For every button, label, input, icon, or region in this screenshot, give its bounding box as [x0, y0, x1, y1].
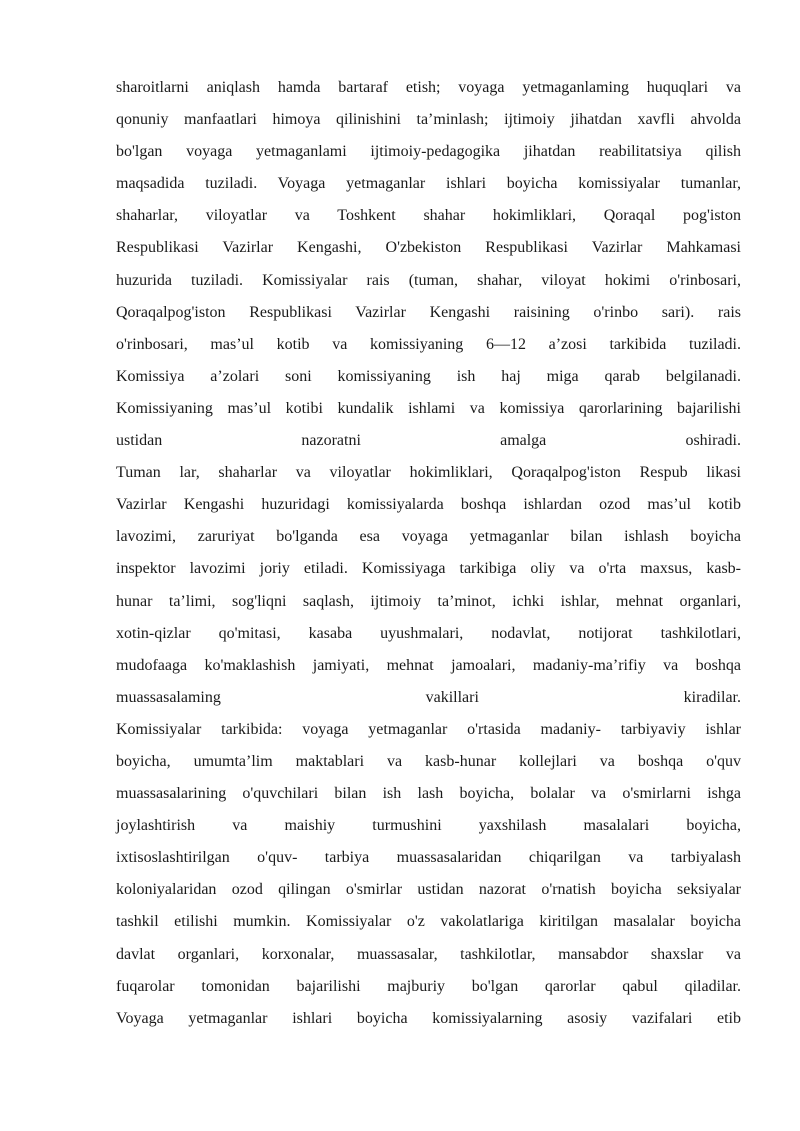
text-line: davlat organlari, korxonalar, muassasalar, tashkilotlar, mansabdor shaxslar va — [116, 945, 741, 963]
text-line: ustidan nazoratni amalga oshiradi. — [116, 432, 741, 450]
text-line: Komissiyaning mas’ul kotibi kundalik ishlami va komissiya qarorlarining bajarilishi — [116, 399, 741, 417]
document-page — [116, 72, 741, 1035]
text-line: Vazirlar Kengashi huzuridagi komissiyalarda boshqa ishlardan ozod mas’ul kotib — [116, 496, 741, 514]
text-line: boyicha, umumta’lim maktablari va kasb-hunar kollejlari va boshqa o'quv — [116, 752, 741, 770]
text-line: sharoitlarni aniqlash hamda bartaraf etish; voyaga yetmaganlaming huquqlari va — [116, 79, 741, 96]
text-line: Respublikasi Vazirlar Kengashi, O'zbekiston Respublikasi Vazirlar Mahkamasi — [116, 239, 741, 257]
text-line: Voyaga yetmaganlar ishlari boyicha komissiyalarning asosiy vazifalari etib — [116, 1009, 741, 1027]
text-line: joylashtirish va maishiy turmushini yaxshilash masalalari boyicha, — [116, 817, 741, 835]
text-line: fuqarolar tomonidan bajarilishi majburiy bo'lgan qarorlar qabul qiladilar. — [116, 977, 741, 995]
text-line: muassasalaming vakillari kiradilar. — [116, 688, 741, 706]
text-line: Tuman lar, shaharlar va viloyatlar hokimliklari, Qoraqalpog'iston Respub likasi — [116, 464, 741, 482]
text-line: inspektor lavozimi joriy etiladi. Komissiyaga tarkibiga oliy va o'rta maxsus, kasb- — [116, 560, 741, 578]
text-line: mudofaaga ko'maklashish jamiyati, mehnat jamoalari, madaniy-ma’rifiy va boshqa — [116, 656, 741, 674]
text-line: maqsadida tuziladi. Voyaga yetmaganlar ishlari boyicha komissiyalar tumanlar, — [116, 175, 741, 193]
text-line: Komissiya a’zolari soni komissiyaning ish haj miga qarab belgilanadi. — [116, 367, 741, 385]
text-line: huzurida tuziladi. Komissiyalar rais (tuman, shahar, viloyat hokimi o'rinbosari, — [116, 271, 741, 289]
text-line: bo'lgan voyaga yetmaganlami ijtimoiy-pedagogika jihatdan reabilitatsiya qilish — [116, 143, 741, 161]
text-line: ixtisoslashtirilgan o'quv- tarbiya muassasalaridan chiqarilgan va tarbiyalash — [116, 849, 741, 867]
text-line: muassasalarining o'quvchilari bilan ish lash boyicha, bolalar va o'smirlarni ishga — [116, 785, 741, 803]
text-line: qonuniy manfaatlari himoya qilinishini ta’minlash; ijtimoiy jihatdan xavfli ahvolda — [116, 111, 741, 129]
text-line: hunar ta’limi, sog'liqni saqlash, ijtimoiy ta’minot, ichki ishlar, mehnat organlari, — [116, 592, 741, 610]
text-line: shaharlar, viloyatlar va Toshkent shahar hokimliklari, Qoraqal pog'iston — [116, 207, 741, 225]
text-line: o'rinbosari, mas’ul kotib va komissiyaning 6—12 a’zosi tarkibida tuziladi. — [116, 335, 741, 353]
text-line: Qoraqalpog'iston Respublikasi Vazirlar Kengashi raisining o'rinbo sari). rais — [116, 303, 741, 321]
text-line: Komissiyalar tarkibida: voyaga yetmaganlar o'rtasida madaniy- tarbiyaviy ishlar — [116, 720, 741, 738]
text-line: xotin-qizlar qo'mitasi, kasaba uyushmalari, nodavlat, notijorat tashkilotlari, — [116, 624, 741, 642]
text-line: koloniyalaridan ozod qilingan o'smirlar ustidan nazorat o'rnatish boyicha seksiyalar — [116, 881, 741, 899]
text-line: lavozimi, zaruriyat bo'lganda esa voyaga yetmaganlar bilan ishlash boyicha — [116, 528, 741, 546]
text-line: tashkil etilishi mumkin. Komissiyalar o'z vakolatlariga kiritilgan masalalar boyicha — [116, 913, 741, 931]
